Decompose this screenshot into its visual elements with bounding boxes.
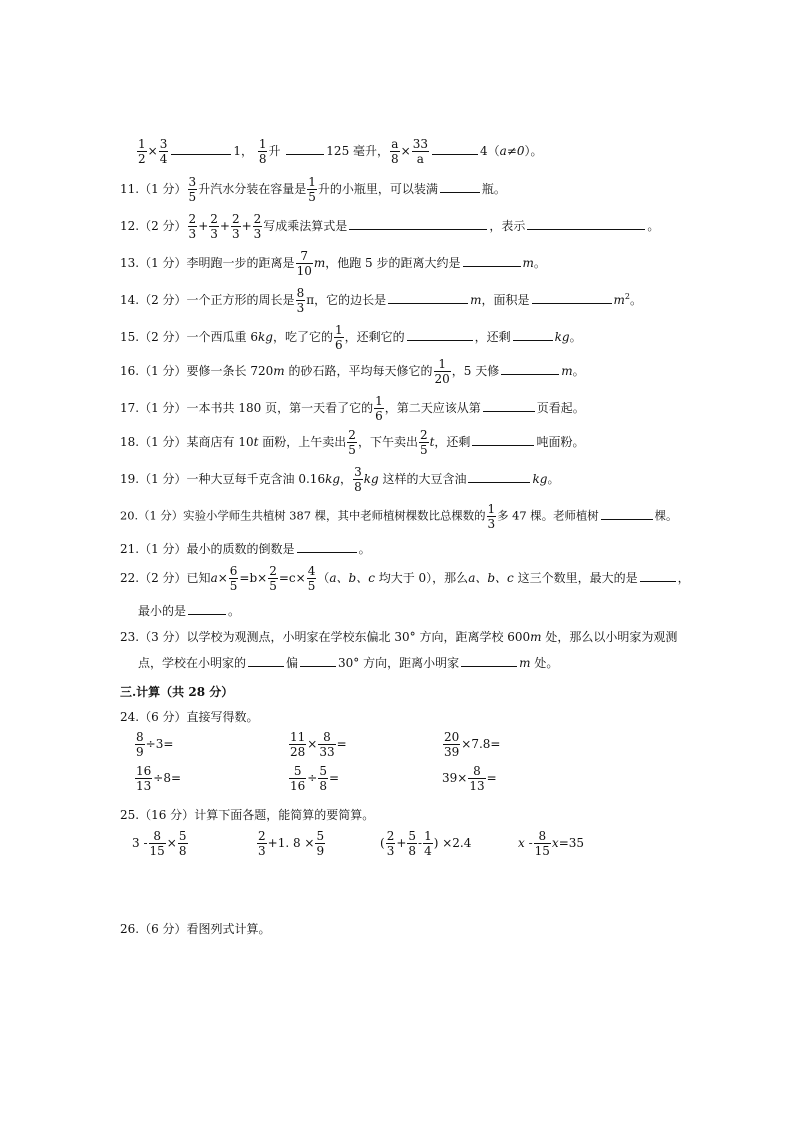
- answer-blank[interactable]: [297, 540, 357, 553]
- answer-blank[interactable]: [300, 654, 336, 667]
- fraction: $\frac{5}{8}$: [319, 764, 327, 793]
- fraction: $\frac{1}{2}$: [138, 137, 146, 166]
- q19: 19.（1 分）一种大豆每千克含油 0.16kg， $\frac{3}{8}$ kg 这样的大豆含油 kg。: [120, 465, 560, 494]
- fraction: $\frac{3}{8}$: [354, 465, 362, 494]
- q25-item: 3 - $\frac{8}{15}$ × $\frac{5}{8}$: [132, 829, 187, 858]
- fraction: $\frac{1}{6}$: [375, 394, 383, 423]
- q13: 13.（1 分）李明跑一步的距离是 $\frac{7}{10}$ m，他跑 5 步的距离大约是 m。: [120, 249, 546, 278]
- q18: 18.（1 分）某商店有 10t 面粉，上午卖出 $\frac{2}{5}$ ，下午卖出 $\frac{2}{5}$ t，还剩 吨面粉。: [120, 428, 585, 457]
- answer-blank[interactable]: [461, 654, 517, 667]
- answer-blank[interactable]: [640, 569, 676, 582]
- fraction: $\frac{1}{5}$: [308, 175, 316, 204]
- q22: 22.（2 分）已知a× $\frac{6}{5}$ =b× $\frac{2}{5}$ =c× $\frac{4}{5}$ （a、b、c 均大于 0），那么a、b、c 这三个数里，最大的是 ，: [120, 564, 690, 593]
- fraction: $\frac{1}{4}$: [424, 829, 432, 858]
- q24: 24.（6 分）直接写得数。: [120, 710, 259, 724]
- fraction: $\frac{8}{13}$: [469, 764, 485, 793]
- fraction: $\frac{3}{5}$: [188, 175, 197, 204]
- fraction: $\frac{7}{10}$: [296, 249, 312, 278]
- q16: 16.（1 分）要修一条长 720m 的砂石路，平均每天修它的 $\frac{1}{20}$ ，5 天修 m。: [120, 357, 585, 386]
- answer-blank[interactable]: [513, 328, 553, 341]
- q25-item: ( $\frac{2}{3}$ + $\frac{5}{8}$ - $\frac{1}{4}$ ) ×2.4: [380, 829, 472, 858]
- fraction: $\frac{2}{5}$: [348, 428, 356, 457]
- q25: 25.（16 分）计算下面各题，能简算的要简算。: [120, 808, 375, 822]
- section-heading: 三.计算（共 28 分）: [120, 685, 234, 699]
- answer-blank[interactable]: [171, 142, 231, 155]
- fraction: $\frac{2}{3}$: [188, 212, 197, 241]
- fraction: $\frac{8}{33}$: [319, 730, 335, 759]
- fraction: $\frac{33}{a}$: [412, 137, 429, 166]
- q10-line: $\frac{1}{2}$ × $\frac{3}{4}$ 1， $\frac{1}{8}$ 升 125 毫升， $\frac{a}{8}$ × $\frac{33}{a}$ 4（a≠0）。: [138, 137, 543, 166]
- fraction: $\frac{1}{8}$: [258, 137, 267, 166]
- fraction: $\frac{1}{3}$: [487, 502, 496, 531]
- fraction: $\frac{2}{3}$: [231, 212, 240, 241]
- answer-blank[interactable]: [286, 142, 324, 155]
- fraction: $\frac{2}{5}$: [269, 564, 277, 593]
- fraction: $\frac{6}{5}$: [229, 564, 238, 593]
- answer-blank[interactable]: [388, 291, 468, 304]
- q11: 11.（1 分） $\frac{3}{5}$ 升汽水分装在容量是 $\frac{1}{5}$ 升的小瓶里，可以装满 瓶。: [120, 175, 506, 204]
- fraction: $\frac{1}{20}$: [434, 357, 450, 386]
- q24-item: 39× $\frac{8}{13}$ =: [442, 764, 497, 793]
- q25-item: $\frac{2}{3}$ +1. 8 × $\frac{5}{9}$: [258, 829, 325, 858]
- fraction: $\frac{a}{8}$: [391, 137, 399, 166]
- fraction: $\frac{5}{16}$: [290, 764, 306, 793]
- q24-item: $\frac{8}{9}$ ÷3=: [136, 730, 174, 759]
- fraction: $\frac{5}{8}$: [178, 829, 187, 858]
- fraction: $\frac{2}{5}$: [419, 428, 428, 457]
- answer-blank[interactable]: [527, 217, 645, 230]
- q15: 15.（2 分）一个西瓜重 6kg，吃了它的 $\frac{1}{6}$ ，还剩它的 ，还剩 kg。: [120, 323, 582, 352]
- fraction: $\frac{8}{9}$: [136, 730, 144, 759]
- answer-blank[interactable]: [483, 399, 535, 412]
- fraction: $\frac{2}{3}$: [258, 829, 266, 858]
- q24-item: $\frac{5}{16}$ ÷ $\frac{5}{8}$ =: [290, 764, 340, 793]
- answer-blank[interactable]: [188, 602, 226, 615]
- fraction: $\frac{4}{5}$: [307, 564, 316, 593]
- answer-blank[interactable]: [349, 217, 487, 230]
- fraction: $\frac{8}{3}$: [296, 286, 305, 315]
- fraction: $\frac{5}{8}$: [408, 829, 417, 858]
- q12: 12.（2 分） $\frac{2}{3}$ + $\frac{2}{3}$ + $\frac{2}{3}$ + $\frac{2}{3}$ 写成乘法算式是 ，表示 。: [120, 212, 660, 241]
- fraction: $\frac{8}{15}$: [534, 829, 550, 858]
- q26: 26.（6 分）看图列式计算。: [120, 922, 271, 936]
- q24-item: $\frac{16}{13}$ ÷8=: [136, 764, 182, 793]
- fraction: $\frac{11}{28}$: [290, 730, 306, 759]
- answer-blank[interactable]: [463, 254, 521, 267]
- fraction: $\frac{20}{39}$: [444, 730, 460, 759]
- fraction: $\frac{16}{13}$: [136, 764, 152, 793]
- fraction: $\frac{5}{9}$: [316, 829, 325, 858]
- fraction: $\frac{2}{3}$: [210, 212, 218, 241]
- answer-blank[interactable]: [601, 507, 653, 520]
- q14: 14.（2 分）一个正方形的周长是 $\frac{8}{3}$ π，它的边长是 m，面积是 $m^2$。: [120, 286, 643, 315]
- answer-blank[interactable]: [501, 362, 559, 375]
- fraction: $\frac{8}{15}$: [149, 829, 165, 858]
- q23-line2: 点，学校在小明家的 偏 30° 方向，距离小明家 m 处。: [138, 656, 559, 670]
- q23: 23.（3 分）以学校为观测点，小明家在学校东偏北 30° 方向，距离学校 600m 处，那么以小明家为观测: [120, 630, 678, 644]
- q17: 17.（1 分）一本书共 180 页，第一天看了它的 $\frac{1}{6}$ ，第二天应该从第 页看起。: [120, 394, 585, 423]
- q21: 21.（1 分）最小的质数的倒数是 。: [120, 542, 371, 556]
- answer-blank[interactable]: [248, 654, 284, 667]
- q24-item: $\frac{20}{39}$ ×7.8=: [444, 730, 501, 759]
- answer-blank[interactable]: [407, 328, 473, 341]
- q24-item: $\frac{11}{28}$ × $\frac{8}{33}$ =: [290, 730, 347, 759]
- answer-blank[interactable]: [468, 470, 530, 483]
- fraction: $\frac{1}{6}$: [334, 323, 343, 352]
- q20: 20.（1 分）实验小学师生共植树 387 棵，其中老师植树棵数比总棵数的 $\frac{1}{3}$ 多 47 棵。老师植树 棵。: [120, 502, 678, 531]
- answer-blank[interactable]: [472, 433, 534, 446]
- answer-blank[interactable]: [432, 142, 478, 155]
- q25-item: x - $\frac{8}{15}$ x=35: [518, 829, 585, 858]
- answer-blank[interactable]: [532, 291, 612, 304]
- fraction: $\frac{2}{3}$: [386, 829, 395, 858]
- fraction: $\frac{3}{4}$: [159, 137, 168, 166]
- fraction: $\frac{2}{3}$: [253, 212, 262, 241]
- answer-blank[interactable]: [440, 180, 480, 193]
- q22-line2: 最小的是 。: [138, 604, 241, 618]
